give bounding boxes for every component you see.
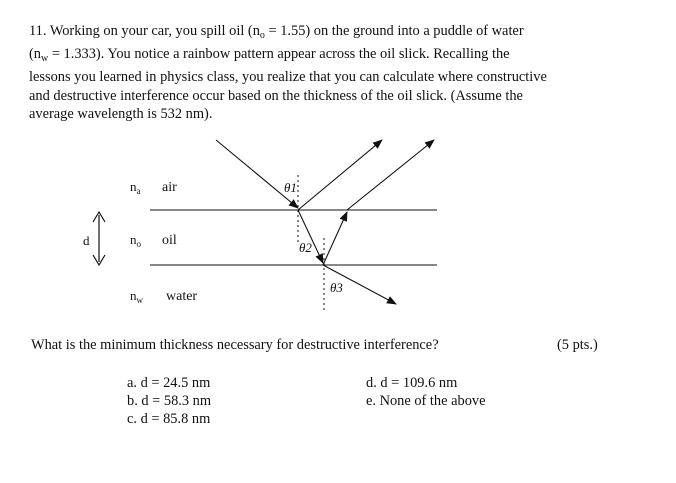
problem-line-4: and destructive interference occur based on the thickness of the oil slick. (Assume the (29, 87, 523, 104)
question-text: What is the minimum thickness necessary for destructive interference? (31, 337, 439, 353)
label-air: air (162, 180, 177, 195)
choice-c: c. d = 85.8 nm (127, 411, 211, 427)
choice-b: b. d = 58.3 nm (127, 393, 212, 409)
choice-d: d. d = 109.6 nm (366, 375, 458, 391)
points-label: (5 pts.) (557, 337, 598, 353)
reflected-ray-2 (347, 140, 434, 210)
problem-line-2: $(n_w = 1.333)$. You notice a rainbow pattern appear across the oil slick. Recalling the (29, 46, 510, 65)
label-n-air: $n_a$ (130, 179, 141, 196)
label-n-oil: $n_o$ (130, 232, 141, 249)
refracted-ray-in-oil (298, 210, 323, 263)
label-theta3: θ3 (330, 280, 343, 295)
reflected-ray-1 (298, 140, 382, 210)
label-oil: oil (162, 233, 177, 248)
problem-number: 11. (29, 23, 47, 39)
choice-e: e. None of the above (366, 393, 486, 409)
label-n-water: $n_w$ (130, 288, 143, 305)
problem-line-3: lessons you learned in physics class, you realize that you can calculate where constructive (29, 69, 547, 86)
label-theta2: θ2 (299, 240, 312, 255)
label-d: d (83, 233, 90, 248)
problem-line-5: average wavelength is 532 nm). (29, 105, 213, 122)
problem-line-1: 11. Working on your car, you spill oil $(n_o = 1.55)$ on the ground into a puddle of water (29, 23, 524, 41)
label-theta1: θ1 (284, 180, 297, 195)
reflected-ray-in-oil (323, 212, 347, 265)
choice-a: a. d = 24.5 nm (127, 375, 211, 391)
label-water: water (166, 289, 198, 304)
incident-ray (216, 140, 298, 208)
